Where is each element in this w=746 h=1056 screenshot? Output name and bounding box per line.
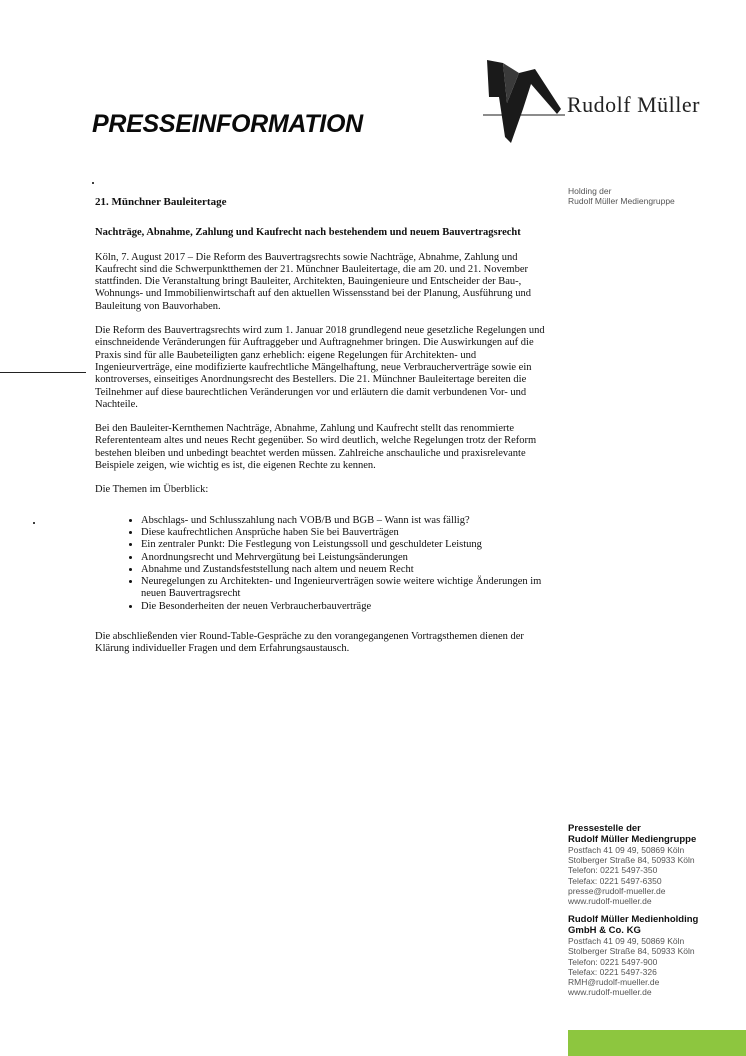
brand-color-bar <box>568 1030 746 1056</box>
holding-label <box>568 186 675 206</box>
contact-line: Telefon: 0221 5497-350 <box>568 865 658 876</box>
contact-line: Stolberger Straße 84, 50933 Köln <box>568 946 695 957</box>
contact-heading: Rudolf Müller Mediengruppe <box>568 833 697 845</box>
topic-item: • Neuregelungen zu Architekten- und Ingenieurverträgen sowie weitere wichtige Änderungen im neuen Bauvertragsrecht <box>141 576 555 601</box>
contact-line: Telefax: 0221 5497-326 <box>568 966 657 977</box>
logo-wordmark: Rudolf Müller <box>567 92 700 117</box>
punch-dot-top <box>92 182 94 184</box>
contact-email-link[interactable]: presse@rudolf-mueller.de <box>568 885 666 896</box>
contact-line: Telefax: 0221 5497-6350 <box>568 875 662 886</box>
article-body <box>95 196 555 668</box>
article-title: 21. Münchner Bauleitertage <box>95 196 227 208</box>
article-paragraph: Die Reform des Bauvertragsrechts wird zum 1. Januar 2018 grundlegend neue gesetzliche Regelungen und einschneidende Veränderungen für Auftraggeber und Auftragnehmer bringen. Die Auswirkungen auf die Praxis sind für alle Baubeteiligten ganz erheblich: eigene Regelungen für Architekten- und Ingenieurverträge, eine modifizierte kaufrechtliche Mängelhaftung, neue Verbraucherverträge sowie ein kontroverses, einseitiges Anordnungsrecht des Bestellers. Die 21. Münchner Bauleitertage bereiten die Teilnehmer auf diese baurechtlichen Veränderungen vor und erläutern die damit verbundenen Vor- und Nachteile. <box>95 325 545 410</box>
topic-item: • Ein zentraler Punkt: Die Festlegung von Leistungssoll und geschuldeter Leistung <box>141 539 555 551</box>
contact-line: Telefon: 0221 5497-900 <box>568 956 658 967</box>
contact-heading: GmbH & Co. KG <box>568 924 641 936</box>
fold-mark-line <box>0 372 86 373</box>
closing-paragraph: Die abschließenden vier Round-Table-Gespräche zu den vorangegangenen Vortragsthemen dienen der Klärung individueller Fragen und dem Erfahrungsaustausch. <box>95 631 524 655</box>
contact-heading: Rudolf Müller Medienholding <box>568 914 699 926</box>
topic-item: • Die Besonderheiten der neuen Verbraucherbauverträge <box>141 601 555 613</box>
press-office-contact <box>568 824 743 906</box>
contact-line: Postfach 41 09 49, 50869 Köln <box>568 936 685 947</box>
contact-line: Postfach 41 09 49, 50869 Köln <box>568 845 685 855</box>
press-title: PRESSEINFORMATION <box>92 110 363 138</box>
article-paragraph: Bei den Bauleiter-Kernthemen Nachträge, Abnahme, Zahlung und Kaufrecht stellt das renommierte Referententeam altes und neues Recht gegenüber. So wird deutlich, welche Regelungen trotz der Reform bestehen bleiben und unbedingt beachtet werden müssen. Zahlreiche anschauliche und praxisrelevante Beispiele zeigen, wie wichtig es ist, die eigenen Rechte zu kennen. <box>95 423 537 472</box>
contact-email-link[interactable]: RMH@rudolf-mueller.de <box>568 977 660 988</box>
topic-item: • Abschlags- und Schlusszahlung nach VOB/B und BGB – Wann ist was fällig? <box>141 515 555 527</box>
contact-web-link[interactable]: www.rudolf-mueller.de <box>568 987 652 998</box>
punch-dot-middle <box>33 522 35 524</box>
contact-web-link[interactable]: www.rudolf-mueller.de <box>568 896 652 907</box>
contact-heading: Pressestelle der <box>568 823 641 834</box>
article-paragraph: Köln, 7. August 2017 – Die Reform des Bauvertragsrechts sowie Nachträge, Abnahme, Zahlung und Kaufrecht sind die Schwerpunktthemen der 21. Münchner Bauleitertage, die am 20. und 21. November stattfinden. Die Veranstaltung bringt Bauleiter, Architekten, Bauingenieure und Entscheider der Bau-, Wohnungs- und Immobilienwirtschaft auf den aktuellen Wissensstand bei der Planung, Ausführung und Bauleitung von Bauvorhaben. <box>95 251 531 312</box>
contact-line: Stolberger Straße 84, 50933 Köln <box>568 855 695 866</box>
topics-list <box>95 515 555 613</box>
holding-line: Rudolf Müller Mediengruppe <box>568 196 675 206</box>
topics-intro: Die Themen im Überblick: <box>95 484 209 496</box>
topic-item: • Anordnungsrecht und Mehrvergütung bei Leistungsänderungen <box>141 552 555 564</box>
holding-line: Holding der <box>568 186 612 196</box>
topic-item: • Diese kaufrechtlichen Ansprüche haben Sie bei Bauverträgen <box>141 527 555 539</box>
topic-item: • Abnahme und Zustandsfeststellung nach altem und neuem Recht <box>141 564 555 576</box>
holding-contact <box>568 915 743 997</box>
contact-sidebar <box>568 824 743 1006</box>
article-subtitle: Nachträge, Abnahme, Zahlung und Kaufrecht nach bestehendem und neuem Bauvertragsrecht <box>95 227 521 239</box>
